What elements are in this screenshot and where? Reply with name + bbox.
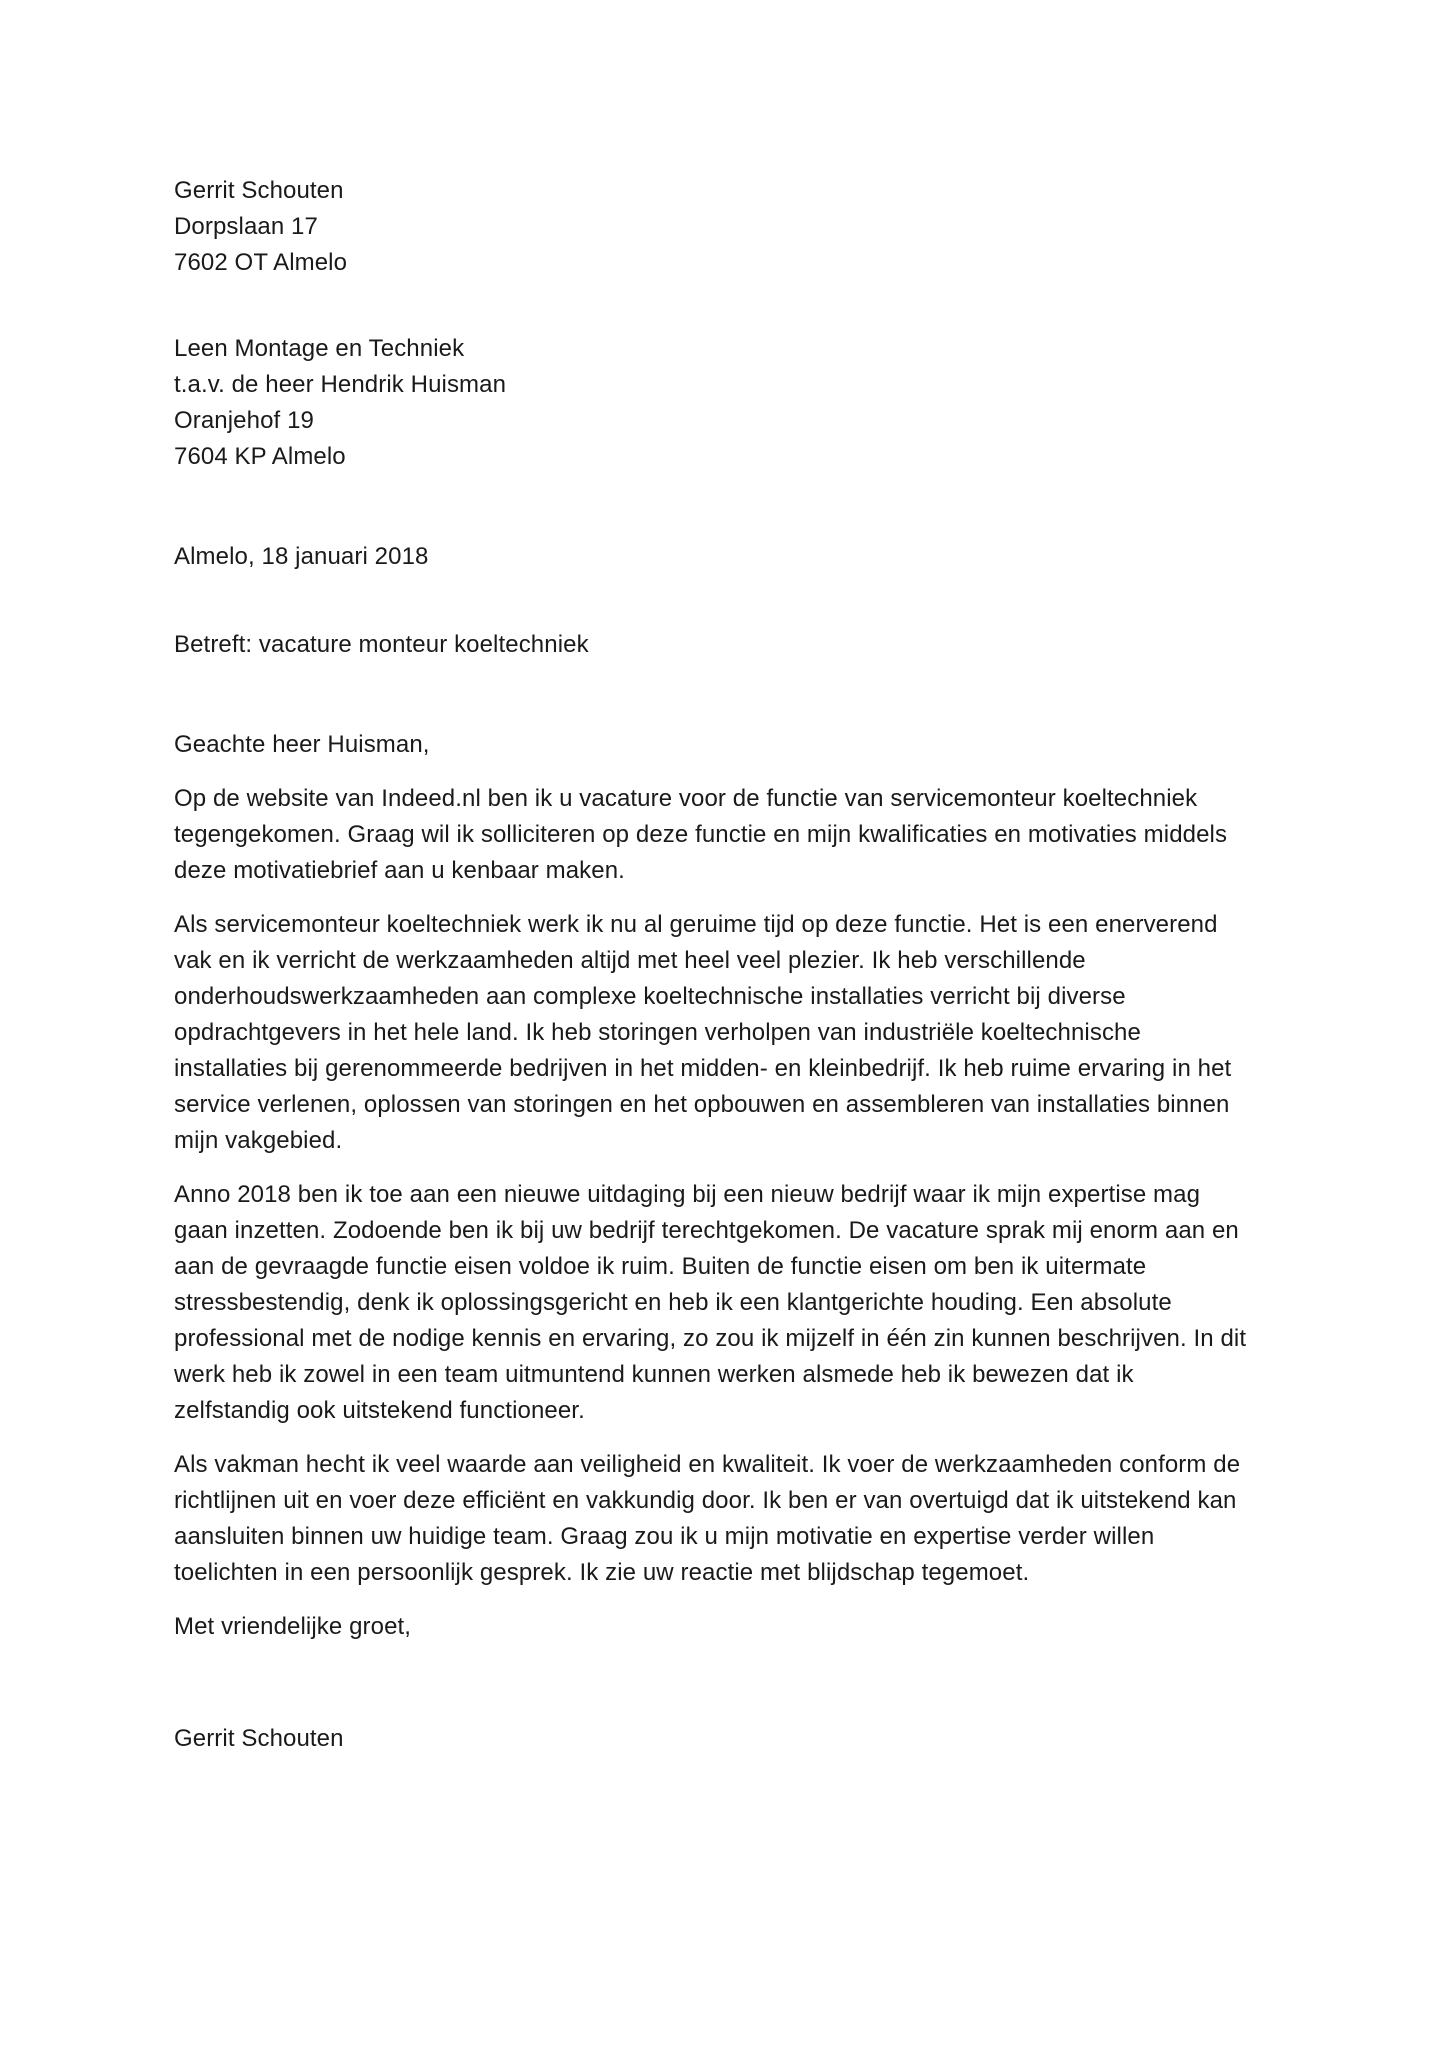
paragraph-line: vak en ik verricht de werkzaamheden altijd met heel veel plezier. Ik heb verschillende — [174, 947, 1086, 974]
salutation-line: Geachte heer Huisman, — [174, 731, 430, 758]
body-paragraph-4 — [174, 1447, 1284, 1591]
paragraph-line: zelfstandig ook uitstekend functioneer. — [174, 1397, 585, 1424]
paragraph-line: aansluiten binnen uw huidige team. Graag zou ik u mijn motivatie en expertise verder willen — [174, 1523, 1155, 1550]
paragraph-line: onderhoudswerkzaamheden aan complexe koeltechnische installaties verricht bij diverse — [174, 983, 1126, 1010]
paragraph-line: installaties bij gerenommeerde bedrijven in het midden- en kleinbedrijf. Ik heb ruime ervaring in het — [174, 1055, 1232, 1082]
cover-letter — [174, 173, 1284, 1757]
paragraph-line: deze motivatiebrief aan u kenbaar maken. — [174, 857, 625, 884]
paragraph-line: professional met de nodige kennis en ervaring, zo zou ik mijzelf in één zin kunnen beschrijven. In dit — [174, 1325, 1247, 1352]
body-paragraph-3 — [174, 1177, 1284, 1429]
date-line: Almelo, 18 januari 2018 — [174, 543, 429, 570]
letter-closing — [174, 1609, 1284, 1645]
letter-signature — [174, 1721, 1284, 1757]
recipient-street: Oranjehof 19 — [174, 407, 314, 434]
paragraph-line: gaan inzetten. Zodoende ben ik bij uw bedrijf terechtgekomen. De vacature sprak mij enorm aan en — [174, 1217, 1239, 1244]
paragraph-line: toelichten in een persoonlijk gesprek. Ik zie uw reactie met blijdschap tegemoet. — [174, 1559, 1030, 1586]
paragraph-line: stressbestendig, denk ik oplossingsgericht en heb ik een klantgerichte houding. Een absolute — [174, 1289, 1172, 1316]
letter-date — [174, 539, 1284, 575]
paragraph-line: Anno 2018 ben ik toe aan een nieuwe uitdaging bij een nieuw bedrijf waar ik mijn expertise mag — [174, 1181, 1201, 1208]
paragraph-line: mijn vakgebied. — [174, 1127, 343, 1154]
paragraph-line: Als servicemonteur koeltechniek werk ik nu al geruime tijd op deze functie. Het is een enerverend — [174, 911, 1218, 938]
recipient-company: Leen Montage en Techniek — [174, 335, 465, 362]
paragraph-line: opdrachtgevers in het hele land. Ik heb storingen verholpen van industriële koeltechnische — [174, 1019, 1141, 1046]
sender-street: Dorpslaan 17 — [174, 213, 318, 240]
subject-line: Betreft: vacature monteur koeltechniek — [174, 631, 589, 658]
paragraph-line: service verlenen, oplossen van storingen en het opbouwen en assembleren van installaties binnen — [174, 1091, 1230, 1118]
body-paragraph-2 — [174, 907, 1284, 1159]
letter-body — [174, 781, 1284, 1591]
sender-city: 7602 OT Almelo — [174, 249, 348, 276]
letter-subject — [174, 627, 1284, 663]
body-paragraph-1 — [174, 781, 1284, 889]
paragraph-line: werk heb ik zowel in een team uitmuntend kunnen werken alsmede heb ik bewezen dat ik — [174, 1361, 1134, 1388]
recipient-address — [174, 331, 1284, 475]
letter-salutation — [174, 727, 1284, 763]
signature-name: Gerrit Schouten — [174, 1725, 344, 1752]
paragraph-line: richtlijnen uit en voer deze efficiënt en vakkundig door. Ik ben er van overtuigd dat ik uitstekend kan — [174, 1487, 1237, 1514]
paragraph-line: Als vakman hecht ik veel waarde aan veiligheid en kwaliteit. Ik voer de werkzaamheden conform de — [174, 1451, 1241, 1478]
recipient-attention: t.a.v. de heer Hendrik Huisman — [174, 371, 507, 398]
sender-address — [174, 173, 1284, 281]
paragraph-line: tegengekomen. Graag wil ik solliciteren op deze functie en mijn kwalificaties en motivaties middels — [174, 821, 1228, 848]
recipient-city: 7604 KP Almelo — [174, 443, 346, 470]
paragraph-line: Op de website van Indeed.nl ben ik u vacature voor de functie van servicemonteur koeltechniek — [174, 785, 1198, 812]
closing-line: Met vriendelijke groet, — [174, 1613, 412, 1640]
sender-name: Gerrit Schouten — [174, 177, 344, 204]
paragraph-line: aan de gevraagde functie eisen voldoe ik ruim. Buiten de functie eisen om ben ik uitermate — [174, 1253, 1147, 1280]
